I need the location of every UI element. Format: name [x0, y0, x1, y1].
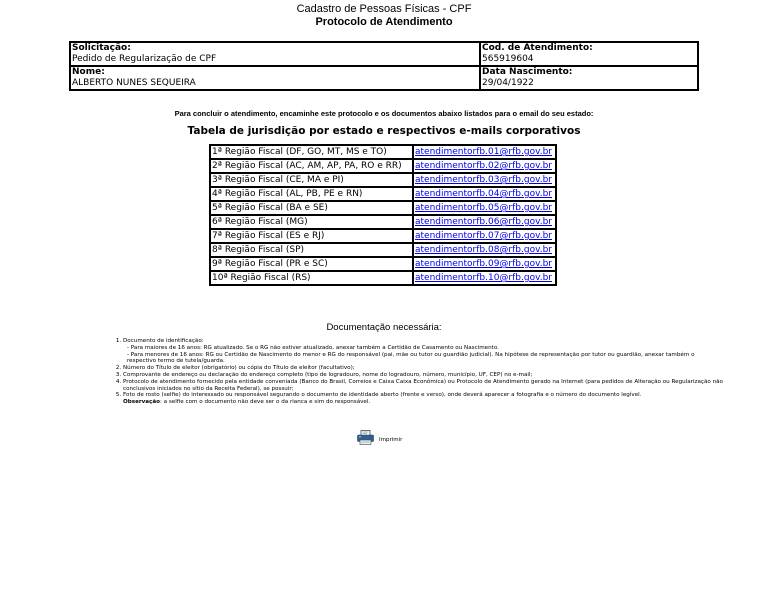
- region-cell: 3ª Região Fiscal (CE, MA e PI): [210, 173, 413, 187]
- page-title: Cadastro de Pessoas Físicas - CPF: [296, 3, 472, 15]
- email-link[interactable]: atendimentorfb.07@rfb.gov.br: [415, 231, 552, 241]
- region-cell: 8ª Região Fiscal (SP): [210, 243, 413, 257]
- jurisdiction-table: [209, 144, 557, 286]
- table-row: [210, 243, 556, 257]
- page-header: [0, 3, 768, 29]
- region-cell: 9ª Região Fiscal (PR e SC): [210, 257, 413, 271]
- email-cell: [413, 201, 556, 215]
- data-nascimento-cell: [480, 66, 698, 90]
- email-link[interactable]: atendimentorfb.05@rfb.gov.br: [415, 203, 552, 213]
- data-nascimento-value: 29/04/1922: [482, 78, 534, 88]
- email-link[interactable]: atendimentorfb.02@rfb.gov.br: [415, 161, 552, 171]
- doc-item-2: Número do Título de eleitor (obrigatório) ou cópia do Título de eleitor (facultativo);: [123, 365, 355, 372]
- email-cell: [413, 173, 556, 187]
- email-link[interactable]: atendimentorfb.08@rfb.gov.br: [415, 245, 552, 255]
- region-cell: 10ª Região Fiscal (RS): [210, 271, 413, 285]
- region-cell: 5ª Região Fiscal (BA e SE): [210, 201, 413, 215]
- email-cell: [413, 271, 556, 285]
- observation-label: Observação: [123, 399, 160, 406]
- list-item: [123, 338, 723, 365]
- region-cell: 1ª Região Fiscal (DF, GO, MT, MS e TO): [210, 145, 413, 159]
- nome-value: ALBERTO NUNES SEQUEIRA: [72, 78, 196, 88]
- doc-item-1-sub-1: - Para maiores de 16 anos: RG atualizado. Se o RG não estiver atualizado, anexar também a Certidão de Casamento ou Nascimento.: [127, 344, 499, 351]
- protocol-info-table: [69, 41, 699, 91]
- nome-cell: [70, 66, 480, 90]
- print-label: Imprimir: [379, 436, 403, 443]
- email-link[interactable]: atendimentorfb.10@rfb.gov.br: [415, 273, 552, 283]
- email-cell: [413, 159, 556, 173]
- table-row: [210, 173, 556, 187]
- printer-icon: [357, 430, 374, 449]
- email-link[interactable]: atendimentorfb.01@rfb.gov.br: [415, 147, 552, 157]
- email-cell: [413, 187, 556, 201]
- instructions-text: Para concluir o atendimento, encaminhe este protocolo e os documentos abaixo listados para o email do seu estado:: [174, 109, 594, 118]
- email-cell: [413, 229, 556, 243]
- nome-label: Nome:: [72, 67, 105, 77]
- region-cell: 7ª Região Fiscal (ES e RJ): [210, 229, 413, 243]
- cod-atendimento-cell: [480, 42, 698, 66]
- documentation-list: [102, 338, 723, 406]
- list-item: [123, 372, 723, 379]
- email-link[interactable]: atendimentorfb.04@rfb.gov.br: [415, 189, 552, 199]
- doc-item-4: Protocolo de atendimento fornecido pela entidade conveniada (Banco do Brasil, Correios e Caixa Caixa Econômica) ou Protocolo de Atendimento gerado na Internet (para pedidos de Alteração ou Regularização não conclusivos iniciados no sítio da Receita Federal), se possuir;: [123, 378, 723, 392]
- table-row: [210, 229, 556, 243]
- cod-atendimento-value: 565919604: [482, 54, 534, 64]
- list-item: [123, 392, 723, 406]
- solicitacao-label: Solicitação:: [72, 43, 131, 53]
- page-subtitle: Protocolo de Atendimento: [315, 16, 453, 28]
- solicitacao-value: Pedido de Regularização de CPF: [72, 54, 217, 64]
- doc-item-3: Comprovante de endereço ou declaração do endereço completo (tipo de logradouro, nome do logradouro, número, município, UF, CEP) no e-mail;: [123, 371, 533, 378]
- email-cell: [413, 215, 556, 229]
- email-cell: [413, 257, 556, 271]
- region-cell: 2ª Região Fiscal (AC, AM, AP, PA, RO e RR): [210, 159, 413, 173]
- region-cell: 4ª Região Fiscal (AL, PB, PE e RN): [210, 187, 413, 201]
- table-row: [210, 159, 556, 173]
- cod-atendimento-label: Cod. de Atendimento:: [482, 43, 593, 53]
- print-button[interactable]: [357, 430, 402, 449]
- table-row: [210, 187, 556, 201]
- table-row: [210, 201, 556, 215]
- table-row: [210, 257, 556, 271]
- table-row: [210, 271, 556, 285]
- solicitacao-cell: [70, 42, 480, 66]
- documentation-title: Documentação necessária:: [326, 322, 442, 333]
- jurisdiction-title: Tabela de jurisdição por estado e respectivos e-mails corporativos: [187, 125, 581, 137]
- list-item: [123, 365, 723, 372]
- observation-text: : a selfie com o documento não deve ser o da rianca e sim do responsável.: [160, 399, 371, 406]
- table-row: [210, 215, 556, 229]
- doc-item-1: Documento de identificação:: [123, 338, 204, 344]
- email-cell: [413, 243, 556, 257]
- list-item: [123, 379, 723, 393]
- data-nascimento-label: Data Nascimento:: [482, 67, 573, 77]
- doc-item-1-sub-2: - Para menores de 16 anos: RG ou Certidão de Nascimento do menor e RG do responsável (pai, mãe ou tutor ou guardião judicial). Na hipótese de representação por tutor ou guardião, anexar também o respectivo termo de tutela/guarda.: [127, 351, 695, 365]
- table-row: [210, 145, 556, 159]
- doc-item-5: Foto de rosto (selfie) do interessado ou responsável segurando o documento de identidade aberto (frente e verso), onde deverá aparecer a fotografia e o número do documento legível.: [123, 392, 642, 399]
- email-link[interactable]: atendimentorfb.06@rfb.gov.br: [415, 217, 552, 227]
- email-link[interactable]: atendimentorfb.03@rfb.gov.br: [415, 175, 552, 185]
- email-cell: [413, 145, 556, 159]
- region-cell: 6ª Região Fiscal (MG): [210, 215, 413, 229]
- email-link[interactable]: atendimentorfb.09@rfb.gov.br: [415, 259, 552, 269]
- observation: [123, 399, 723, 406]
